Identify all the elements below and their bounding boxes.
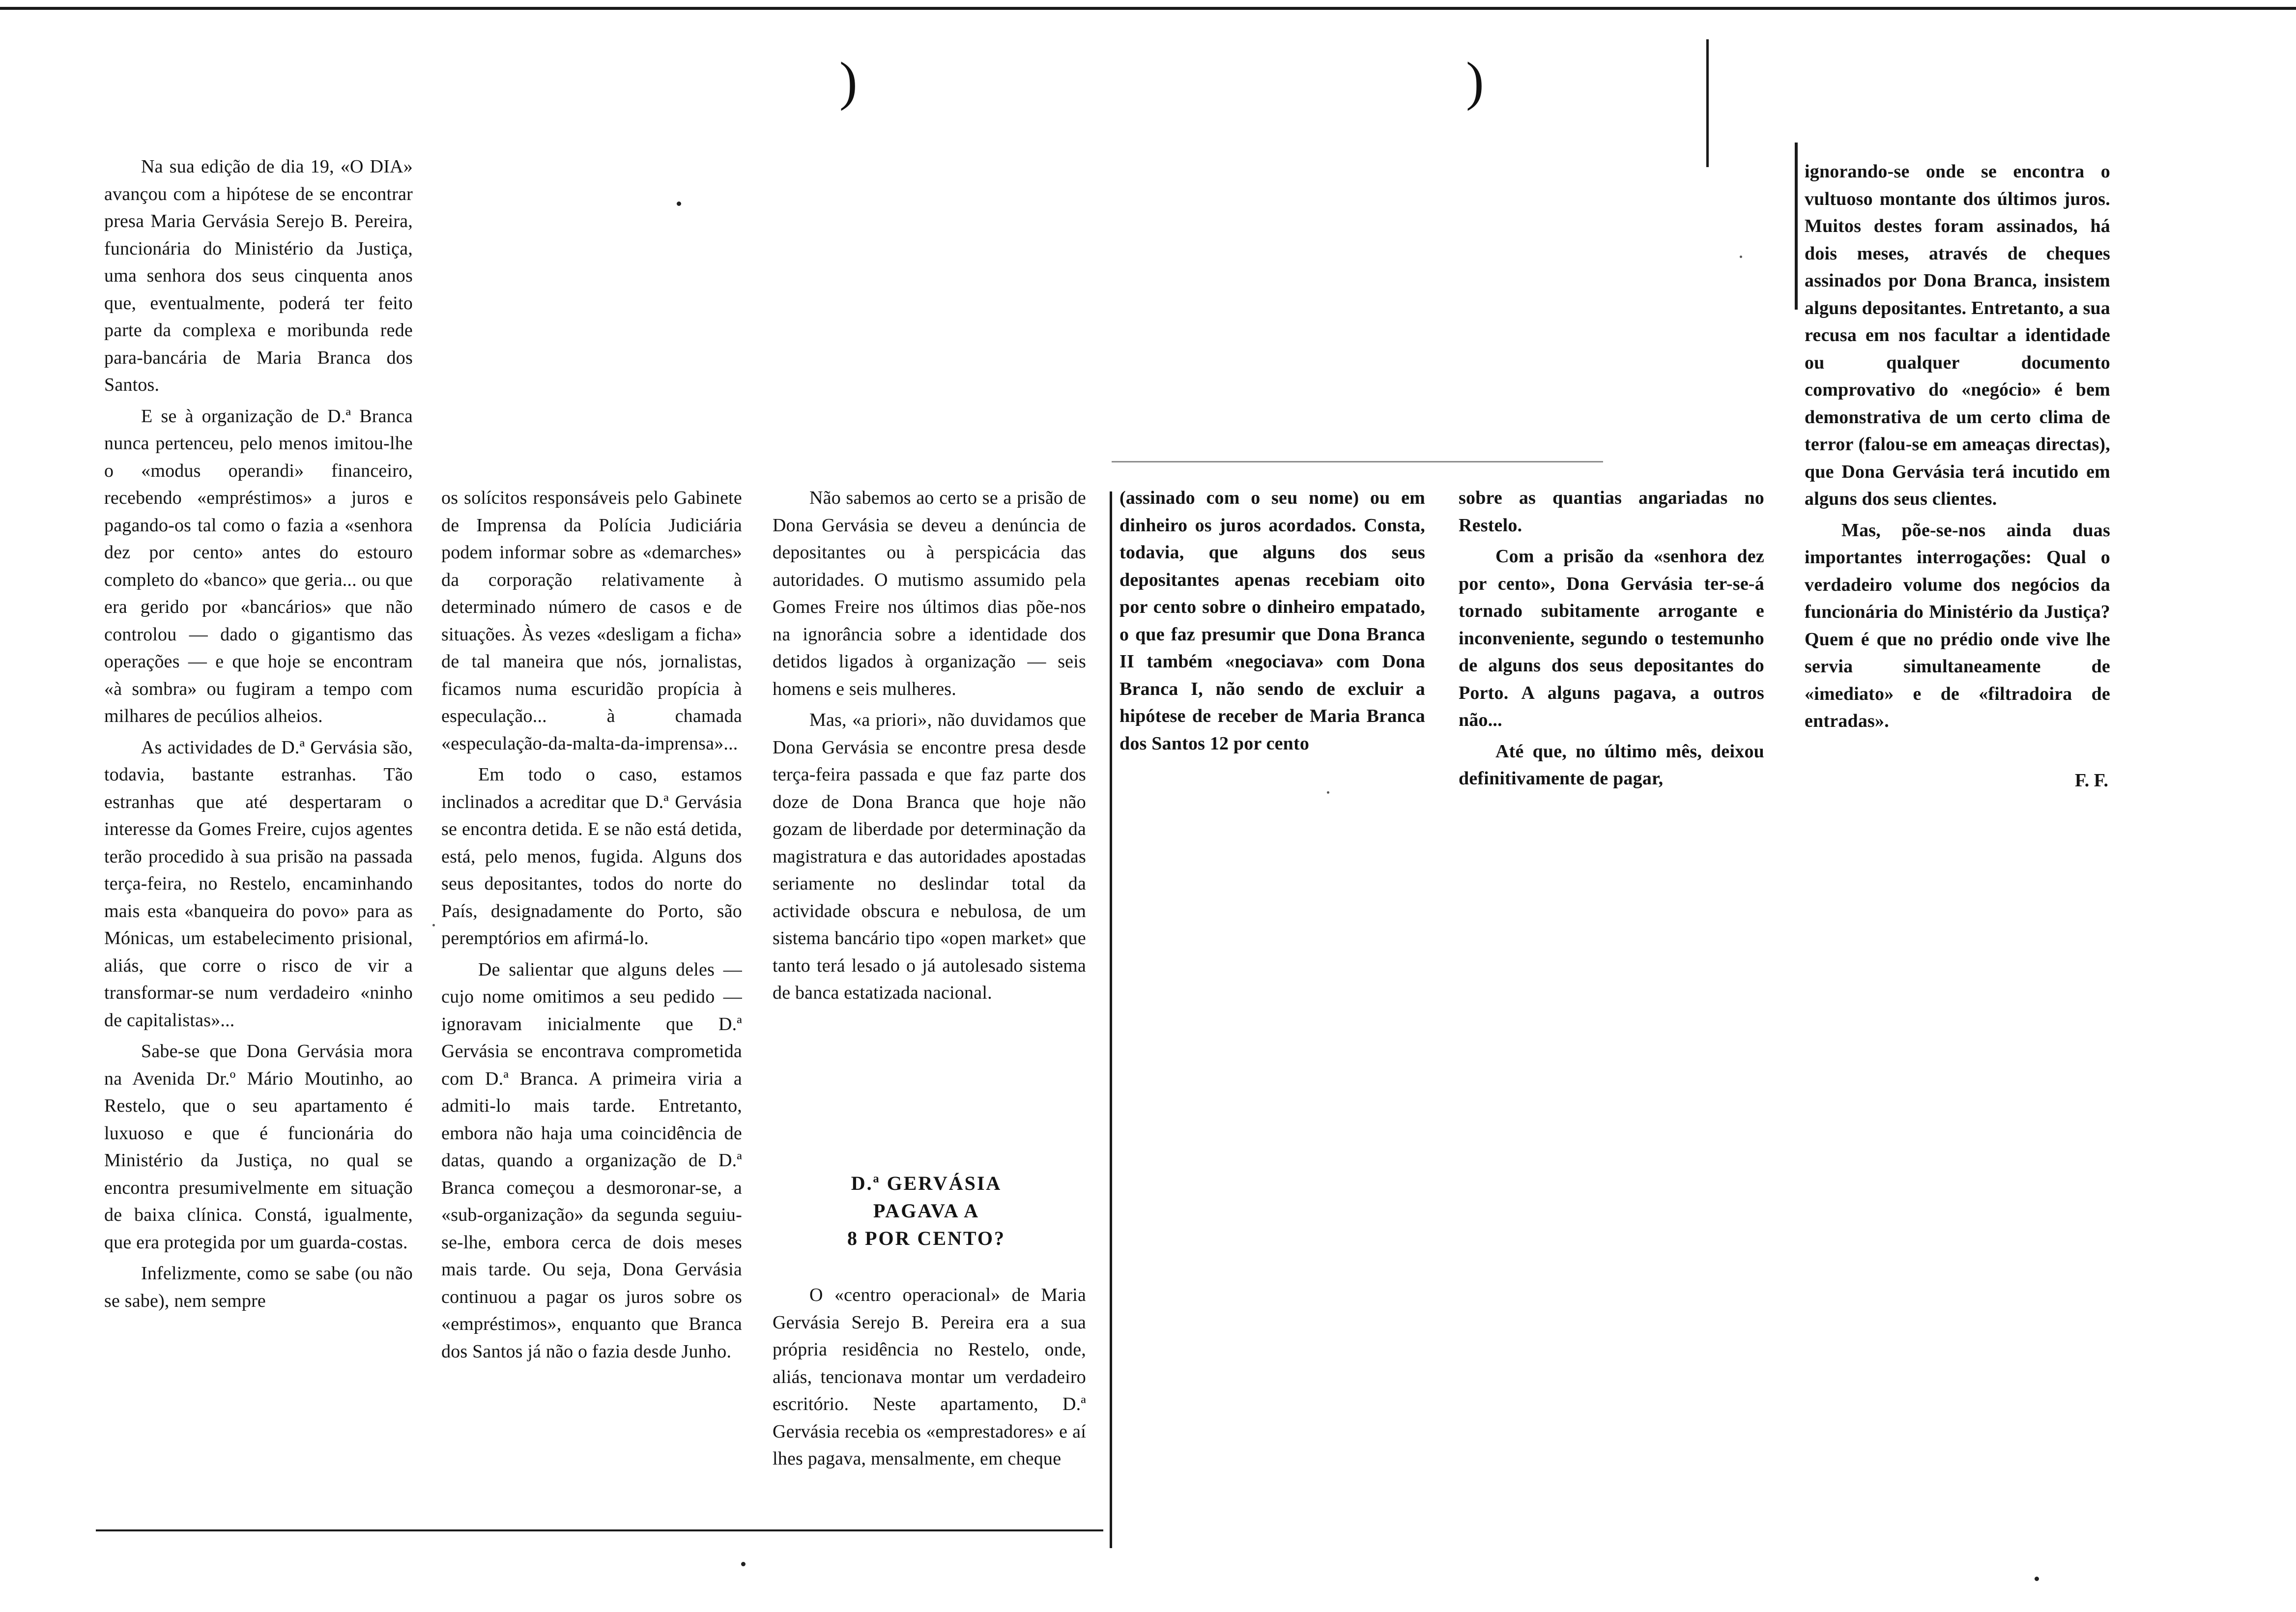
article-column-5	[1459, 485, 1764, 793]
paragraph: Não sabemos ao certo se a prisão de Dona Gervásia se deveu a denúncia de depositantes ou à perspicácia das autoridades. O mutismo assumido pela Gomes Freire nos últimos dias põe-nos na ignorância sobre a identidade dos detidos ligados à organização — seis homens e seis mulheres.	[773, 488, 1086, 699]
paragraph: As actividades de D.ª Gervásia são, todavia, bastante estranhas. Tão estranhas que até despertaram o interesse da Gomes Freire, cujos agentes terão procedido à sua prisão na passada terça-feira, no Restelo, encaminhando mais esta «banqueira do povo» para as Mónicas, um estabelecimento prisional, aliás, que corre o risco de vir a transformar-se num verdadeiro «ninho de capitalistas»...	[104, 737, 413, 1031]
paragraph: Com a prisão da «senhora dez por cento», Dona Gervásia ter-se-á tornado subitamente arrogante e inconveniente, segundo o testemunho de alguns dos seus depositantes do Porto. A alguns pagava, a outros não...	[1459, 546, 1764, 730]
bracket-mark: )	[839, 51, 858, 111]
subheading	[767, 1170, 1086, 1252]
speck	[677, 202, 681, 206]
paragraph: (assinado com o seu nome) ou em dinheiro os juros acordados. Consta, todavia, que alguns dos seus depositantes apenas recebiam oito por cento sobre o dinheiro empatado, o que faz presumir que Dona Branca II também «negociava» com Dona Branca I, não sendo de excluir a hipótese de receber de Maria Branca dos Santos 12 por cento	[1119, 488, 1425, 754]
paragraph: O «centro operacional» de Maria Gervásia Serejo B. Pereira era a sua própria residência no Restelo, onde, aliás, tencionava montar um verdadeiro escritório. Neste apartamento, D.ª Gervásia recebia os «emprestadores» e aí lhes pagava, mensalmente, em cheque	[773, 1285, 1086, 1469]
paragraph: Na sua edição de dia 19, «O DIA» avançou com a hipótese de se encontrar presa Maria Gervásia Serejo B. Pereira, funcionária do Ministério da Justiça, uma senhora dos seus cinquenta anos que, eventualmente, poderá ter feito parte da complexa e moribunda rede para-bancária de Maria Branca dos Santos.	[104, 156, 413, 395]
clipping-top-edge	[1112, 461, 1603, 462]
paragraph: os solícitos responsáveis pelo Gabinete de Imprensa da Polícia Judiciária podem informar sobre as «demarches» da corporação relativamente à determinado número de casos e de situações. Às vezes «desligam a ficha» de tal maneira que nós, jornalistas, ficamos numa escuridão propícia à especulação... à chamada «especulação-da-malta-da-imprensa»...	[441, 488, 742, 754]
column-divider	[1795, 143, 1798, 310]
article-column-3-continued	[773, 1282, 1086, 1473]
paragraph: E se à organização de D.ª Branca nunca pertenceu, pelo menos imitou-lhe o «modus operandi» financeiro, recebendo «empréstimos» a juros e pagando-os tal como o fazia a «senhora dez por cento» antes do estouro completo do «banco» que geria... ou que era gerido por «bancários» que não controlou — dado o gigantismo das operações — e que hoje se encontram «à sombra» ou fugiram a tempo com milhares de pecúlios alheios.	[104, 405, 413, 726]
article-column-2	[441, 485, 742, 1365]
paragraph: Sabe-se que Dona Gervásia mora na Avenida Dr.º Mário Moutinho, ao Restelo, que o seu apartamento é luxuoso e que é funcionária do Ministério da Justiça, no qual se encontra presumivelmente em situação de baixa clínica. Constá, igualmente, que era protegida por um guarda-costas.	[104, 1041, 413, 1253]
top-rule	[0, 7, 2296, 10]
paragraph: sobre as quantias angariadas no Restelo.	[1459, 488, 1764, 536]
paragraph: Infelizmente, como se sabe (ou não se sabe), nem sempre	[104, 1263, 413, 1311]
speck	[1327, 791, 1329, 794]
paragraph: Até que, no último mês, deixou definitivamente de pagar,	[1459, 741, 1764, 789]
subheading-line: D.ª GERVÁSIA	[851, 1172, 1002, 1194]
author-signature: F. F.	[2075, 770, 2108, 791]
paragraph: ignorando-se onde se encontra o vultuoso montante dos últimos juros. Muitos destes foram assinados, há dois meses, através de cheques assinados por Dona Branca, insistem alguns depositantes. Entretanto, a sua recusa em nos facultar a identidade ou qualquer documento comprovativo do «negócio» é bem demonstrativa de um certo clima de terror (falou-se em ameaças directas), que Dona Gervásia terá incutido em alguns dos seus clientes.	[1805, 161, 2110, 509]
subheading-line: 8 POR CENTO?	[847, 1227, 1005, 1249]
article-column-3	[773, 485, 1086, 1007]
paragraph: Mas, «a priori», não duvidamos que Dona Gervásia se encontre presa desde terça-feira passada e que faz parte dos doze de Dona Branca que hoje não gozam de liberdade por determinação da magistratura e das autoridades apostadas seriamente no deslindar total da actividade obscura e nebulosa, de um sistema bancário tipo «open market» que tanto terá lesado o já autolesado sistema de banca estatizada nacional.	[773, 710, 1086, 1003]
speck	[741, 1562, 746, 1566]
column-divider	[1706, 39, 1709, 167]
paragraph: Mas, põe-se-nos ainda duas importantes interrogações: Qual o verdadeiro volume dos negócios da funcionária do Ministério da Justiça? Quem é que no prédio onde vive lhe servia simultaneamente de «imediato» e de «filtradoira de entradas».	[1805, 519, 2110, 731]
bottom-rule	[96, 1529, 1103, 1531]
article-column-6	[1805, 158, 2110, 735]
bracket-mark: )	[1466, 51, 1484, 111]
article-column-1	[104, 153, 413, 1315]
speck	[432, 924, 435, 926]
column-divider	[1110, 491, 1112, 1548]
article-column-4	[1119, 485, 1425, 757]
paragraph: Em todo o caso, estamos inclinados a acreditar que D.ª Gervásia se encontra detida. E se não está detida, está, pelo menos, fugida. Alguns dos seus depositantes, todos do norte do País, designadamente do Porto, são peremptórios em afirmá-lo.	[441, 764, 742, 949]
speck	[1740, 256, 1742, 258]
paragraph: De salientar que alguns deles — cujo nome omitimos a seu pedido — ignoravam inicialmente que D.ª Gervásia se encontrava comprometida com D.ª Branca. A primeira viria a admiti-lo mais tarde. Entretanto, embora não haja uma coincidência de datas, quando a organização de D.ª Branca começou a desmoronar-se, a «sub-organização» da segunda seguiu-se-lhe, embora cerca de dois meses mais tarde. Ou seja, Dona Gervásia continuou a pagar os juros sobre os «empréstimos», enquanto que Branca dos Santos já não o fazia desde Junho.	[441, 959, 742, 1362]
speck	[2035, 1577, 2039, 1581]
subheading-line: PAGAVA A	[873, 1200, 980, 1222]
